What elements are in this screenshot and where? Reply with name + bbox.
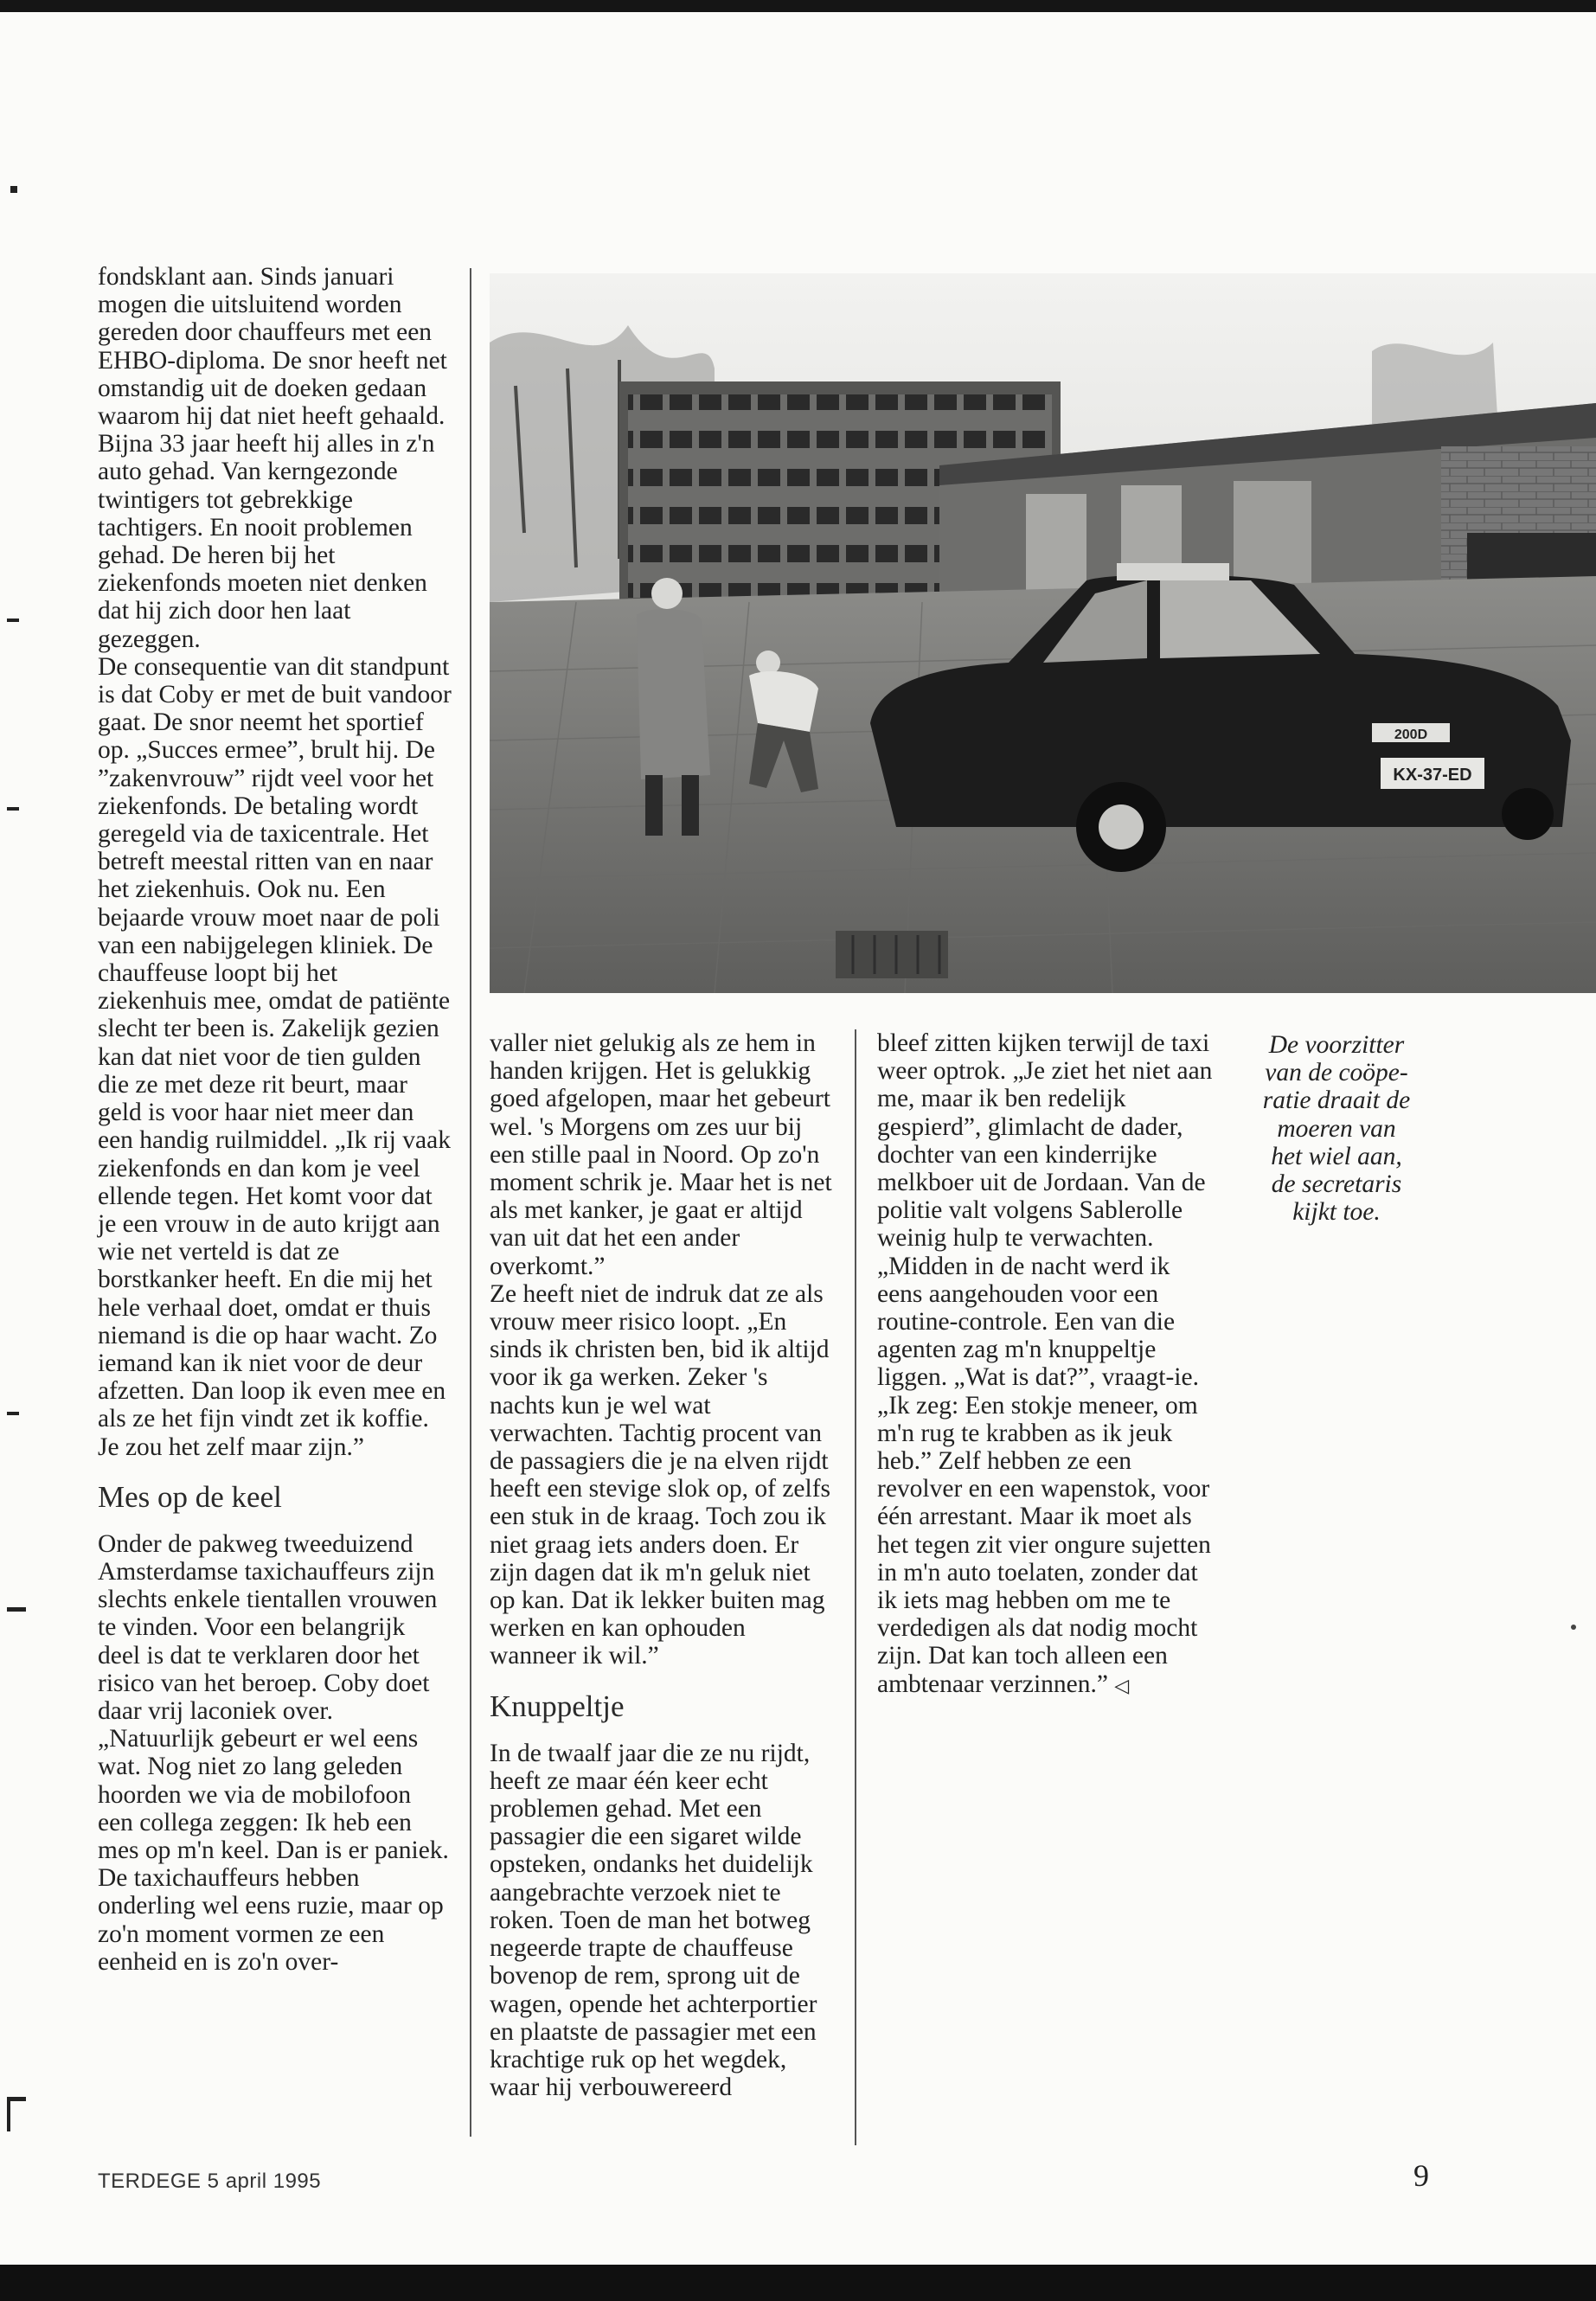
caption-line: moeren van [1277,1114,1396,1143]
scan-mark [7,619,19,622]
caption-line: De voorzitter [1268,1031,1405,1059]
scan-mark [7,1607,26,1612]
caption-line: van de coöpe- [1265,1059,1408,1087]
scan-mark [7,1412,19,1415]
paragraph: valler niet gelukig als ze hem in handen krijgen. Het is gelukkig goed afgelopen, maar het gebeurt wel. 's Morgens om zes uur bij een stille paal in Noord. Op zo'n moment schrik je. Maar het is net als met kanker, je gaat er altijd van uit dat het een ander overkomt.” [490,1029,832,1280]
section-heading: Mes op de keel [98,1479,282,1514]
column-rule [470,268,471,2137]
caption-line: ratie draait de [1262,1086,1411,1115]
section-heading: Knuppeltje [490,1689,625,1723]
paragraph [877,1029,1220,1700]
model-badge: 200D [1394,727,1428,742]
caption-line: kijkt toe. [1292,1198,1381,1227]
photo-illustration [490,273,1596,993]
scan-dot [1571,1625,1576,1630]
article-column-1 [98,263,452,1976]
publication-footer: TERDEGE 5 april 1995 [98,2170,322,2193]
scan-bottom-edge [0,2265,1596,2301]
paragraph-text: bleef zitten kijken terwijl de taxi weer optrok. „Je ziet het niet aan me, maar ik ben redelijk gespierd”, glimlacht de dader, dochter van een kinderrijke melkboer uit de Jordaan. Van de politie valt volgens Sablerolle weinig hulp te verwachten. „Midden in de nacht werd ik eens aangehouden voor een routine-controle. Een van die agenten zag m'n knuppeltje liggen. „Wat is dat?”, vraagt-ie. „Ik zeg: Een stokje meneer, om m'n rug te krabben as ik jeuk heb.” Zelf hebben ze een revolver en een wapenstok, voor één arrestant. Maar ik moet als het tegen zit vier ongure sujetten in m'n auto toelaten, zonder dat ik iets mag hebben om me te verdedigen als dat nodig mocht zijn. Dat kan toch alleen een ambtenaar verzinnen.” [877,1029,1213,1698]
paragraph: Onder de pakweg tweeduizend Amsterdamse taxichauffeurs zijn slechts enkele tientallen vrouwen te vinden. Voor een belangrijk deel is dat te verklaren door het risico van het beroep. Coby doet daar vrij laconiek over. [98,1529,438,1725]
scan-mark [7,807,19,811]
column-rule [855,1029,856,2145]
paragraph: Ze heeft niet de indruk dat ze als vrouw meer risico loopt. „En sinds ik christen ben, bid ik altijd voor ik ga werken. Zeker 's nachts kun je wel wat verwachten. Tachtig procent van de passagiers die je na elven rijdt heeft een stevige slok op, of zelfs een stuk in de kraag. Toch zou ik niet graag iets anders doen. Er zijn dagen dat ik m'n geluk niet op kan. Dat ik lekker buiten mag werken en kan ophouden wanneer ik wil.” [490,1279,831,1670]
article-column-3 [877,1029,1220,1700]
paragraph: „Natuurlijk gebeurt er wel eens wat. Nog niet zo lang geleden hoorden we via de mobilofoon een collega zeggen: Ik heb een mes op m'n keel. Dan is er paniek. De taxichauffeurs hebben onderling wel eens ruzie, maar op zo'n moment vormen ze een eenheid en is zo'n over- [98,1725,449,1976]
end-of-article-mark: ◁ [1114,1674,1130,1696]
photo-caption [1237,1031,1436,1226]
paragraph: fondsklant aan. Sinds januari mogen die uitsluitend worden gereden door chauffeurs met een EHBO-diploma. De snor heeft net omstandig uit de doeken gedaan waarom hij dat niet heeft gehaald. Bijna 33 jaar heeft hij alles in z'n auto gehad. Van kerngezonde twintigers tot gebrekkige tachtigers. En nooit problemen gehad. De heren bij het ziekenfonds moeten niet denken dat hij zich door hen laat gezeggen. [98,263,447,653]
paragraph: De consequentie van dit standpunt is dat Coby er met de buit vandoor gaat. De snor neemt het sportief op. „Succes ermee”, brult hij. De ”zakenvrouw” rijdt veel voor het ziekenfonds. De betaling wordt geregeld via de taxicentrale. Het betreft meestal ritten van en naar het ziekenhuis. Ook nu. Een bejaarde vrouw moet naar de poli van een nabijgelegen kliniek. De chauffeuse loopt bij het ziekenhuis mee, omdat de patiënte slecht ter been is. Zakelijk gezien kan dat niet voor de tien gulden die ze met deze rit beurt, maar geld is voor haar niet meer dan een handig ruilmiddel. „Ik rij vaak ziekenfonds en dan kom je veel ellende tegen. Het komt voor dat je een vrouw in de auto krijgt aan wie net verteld is dat ze borstkanker heeft. En die mij het hele verhaal doet, omdat er thuis niemand is die op haar wacht. Zo iemand kan ik niet voor de deur afzetten. Dan loop ik even mee en als ze het fijn vindt zet ik koffie. Je zou het zelf maar zijn.” [98,652,452,1461]
caption-line: het wiel aan, [1271,1142,1402,1170]
license-plate: KX-37-ED [1393,766,1472,785]
scan-mark [7,2097,10,2131]
scan-mark [10,186,17,193]
photo-taxi-mercedes [490,273,1596,993]
page-number: 9 [1413,2158,1429,2193]
scan-top-edge [0,0,1596,12]
article-column-2 [490,1029,832,2101]
paragraph: In de twaalf jaar die ze nu rijdt, heeft ze maar één keer echt problemen gehad. Met een passagier die een sigaret wilde opsteken, ondanks het duidelijk aangebrachte verzoek niet te roken. Toen de man het botweg negeerde trapte de chauffeuse bovenop de rem, sprong uit de wagen, opende het achterportier en plaatste de passagier met een krachtige ruk op het wegdek, waar hij verbouwereerd [490,1739,817,2102]
caption-line: de secretaris [1271,1170,1402,1199]
